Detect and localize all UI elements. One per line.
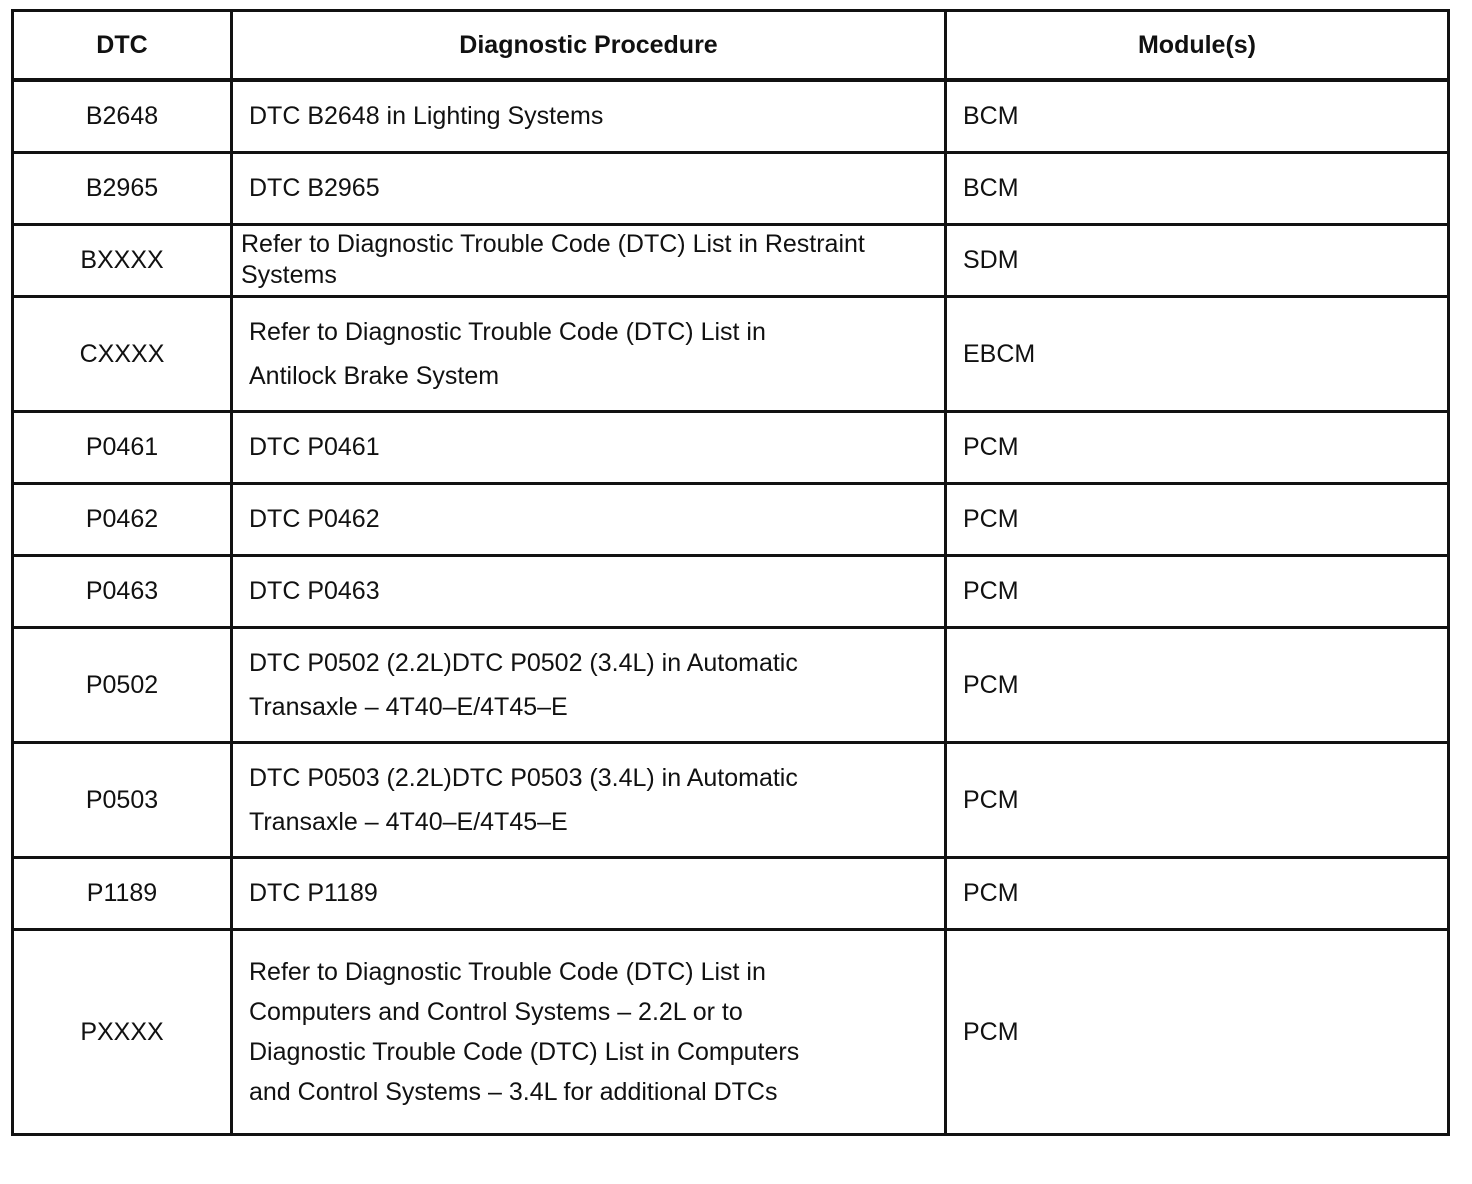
diagnostic-procedure xyxy=(232,555,946,627)
module: PCM xyxy=(946,742,1449,857)
procedure-line: DTC B2648 in Lighting Systems xyxy=(249,102,604,131)
module: BCM xyxy=(946,152,1449,224)
diagnostic-procedure xyxy=(232,857,946,929)
dtc-table xyxy=(11,9,1450,1136)
table-row xyxy=(13,857,1449,929)
dtc-code: B2965 xyxy=(13,152,232,224)
table-row xyxy=(13,80,1449,152)
procedure-line: Antilock Brake System xyxy=(249,361,500,390)
procedure-line: Refer to Diagnostic Trouble Code (DTC) List in xyxy=(249,317,766,346)
procedure-line: DTC P0502 (2.2L)DTC P0502 (3.4L) in Automatic xyxy=(249,648,798,677)
diagnostic-procedure xyxy=(232,929,946,1134)
module: PCM xyxy=(946,411,1449,483)
dtc-code: P0463 xyxy=(13,555,232,627)
table-row xyxy=(13,742,1449,857)
module: PCM xyxy=(946,627,1449,742)
header-diagnostic-procedure: Diagnostic Procedure xyxy=(232,11,946,81)
diagnostic-procedure xyxy=(232,483,946,555)
procedure-line: Refer to Diagnostic Trouble Code (DTC) List in Restraint xyxy=(241,230,865,258)
module: BCM xyxy=(946,80,1449,152)
procedure-line: DTC B2965 xyxy=(249,174,380,202)
procedure-line: Refer to Diagnostic Trouble Code (DTC) List in xyxy=(249,957,766,986)
procedure-line: DTC P1189 xyxy=(249,879,378,907)
diagnostic-procedure xyxy=(232,152,946,224)
table-row xyxy=(13,627,1449,742)
dtc-code: P1189 xyxy=(13,857,232,929)
dtc-code: P0502 xyxy=(13,627,232,742)
module: PCM xyxy=(946,555,1449,627)
procedure-line: Transaxle – 4T40–E/4T45–E xyxy=(249,692,568,721)
table-row xyxy=(13,555,1449,627)
header-dtc: DTC xyxy=(13,11,232,81)
header-row xyxy=(13,11,1449,81)
diagnostic-procedure xyxy=(232,80,946,152)
module: PCM xyxy=(946,483,1449,555)
table-row xyxy=(13,929,1449,1134)
module: EBCM xyxy=(946,296,1449,411)
procedure-line: DTC P0461 xyxy=(249,433,380,461)
diagnostic-procedure xyxy=(232,296,946,411)
procedure-line: and Control Systems – 3.4L for additional DTCs xyxy=(249,1077,778,1106)
table-row xyxy=(13,483,1449,555)
table-row xyxy=(13,411,1449,483)
table-row xyxy=(13,296,1449,411)
module: PCM xyxy=(946,929,1449,1134)
procedure-line: DTC P0462 xyxy=(249,505,380,533)
table-row xyxy=(13,224,1449,296)
table-row xyxy=(13,152,1449,224)
diagnostic-procedure xyxy=(232,742,946,857)
diagnostic-procedure xyxy=(232,411,946,483)
procedure-line: Diagnostic Trouble Code (DTC) List in Computers xyxy=(249,1037,800,1066)
procedure-line: Computers and Control Systems – 2.2L or to xyxy=(249,997,743,1026)
dtc-code: PXXXX xyxy=(13,929,232,1134)
procedure-line: DTC P0463 xyxy=(249,577,380,605)
dtc-code: P0461 xyxy=(13,411,232,483)
procedure-line: DTC P0503 (2.2L)DTC P0503 (3.4L) in Automatic xyxy=(249,763,798,792)
dtc-code: P0462 xyxy=(13,483,232,555)
dtc-code: P0503 xyxy=(13,742,232,857)
module: PCM xyxy=(946,857,1449,929)
header-modules: Module(s) xyxy=(946,11,1449,81)
dtc-code: B2648 xyxy=(13,80,232,152)
dtc-code: BXXXX xyxy=(13,224,232,296)
diagnostic-procedure xyxy=(232,224,946,296)
procedure-line: Systems xyxy=(241,261,337,289)
diagnostic-procedure xyxy=(232,627,946,742)
module: SDM xyxy=(946,224,1449,296)
procedure-line: Transaxle – 4T40–E/4T45–E xyxy=(249,807,568,836)
dtc-code: CXXXX xyxy=(13,296,232,411)
